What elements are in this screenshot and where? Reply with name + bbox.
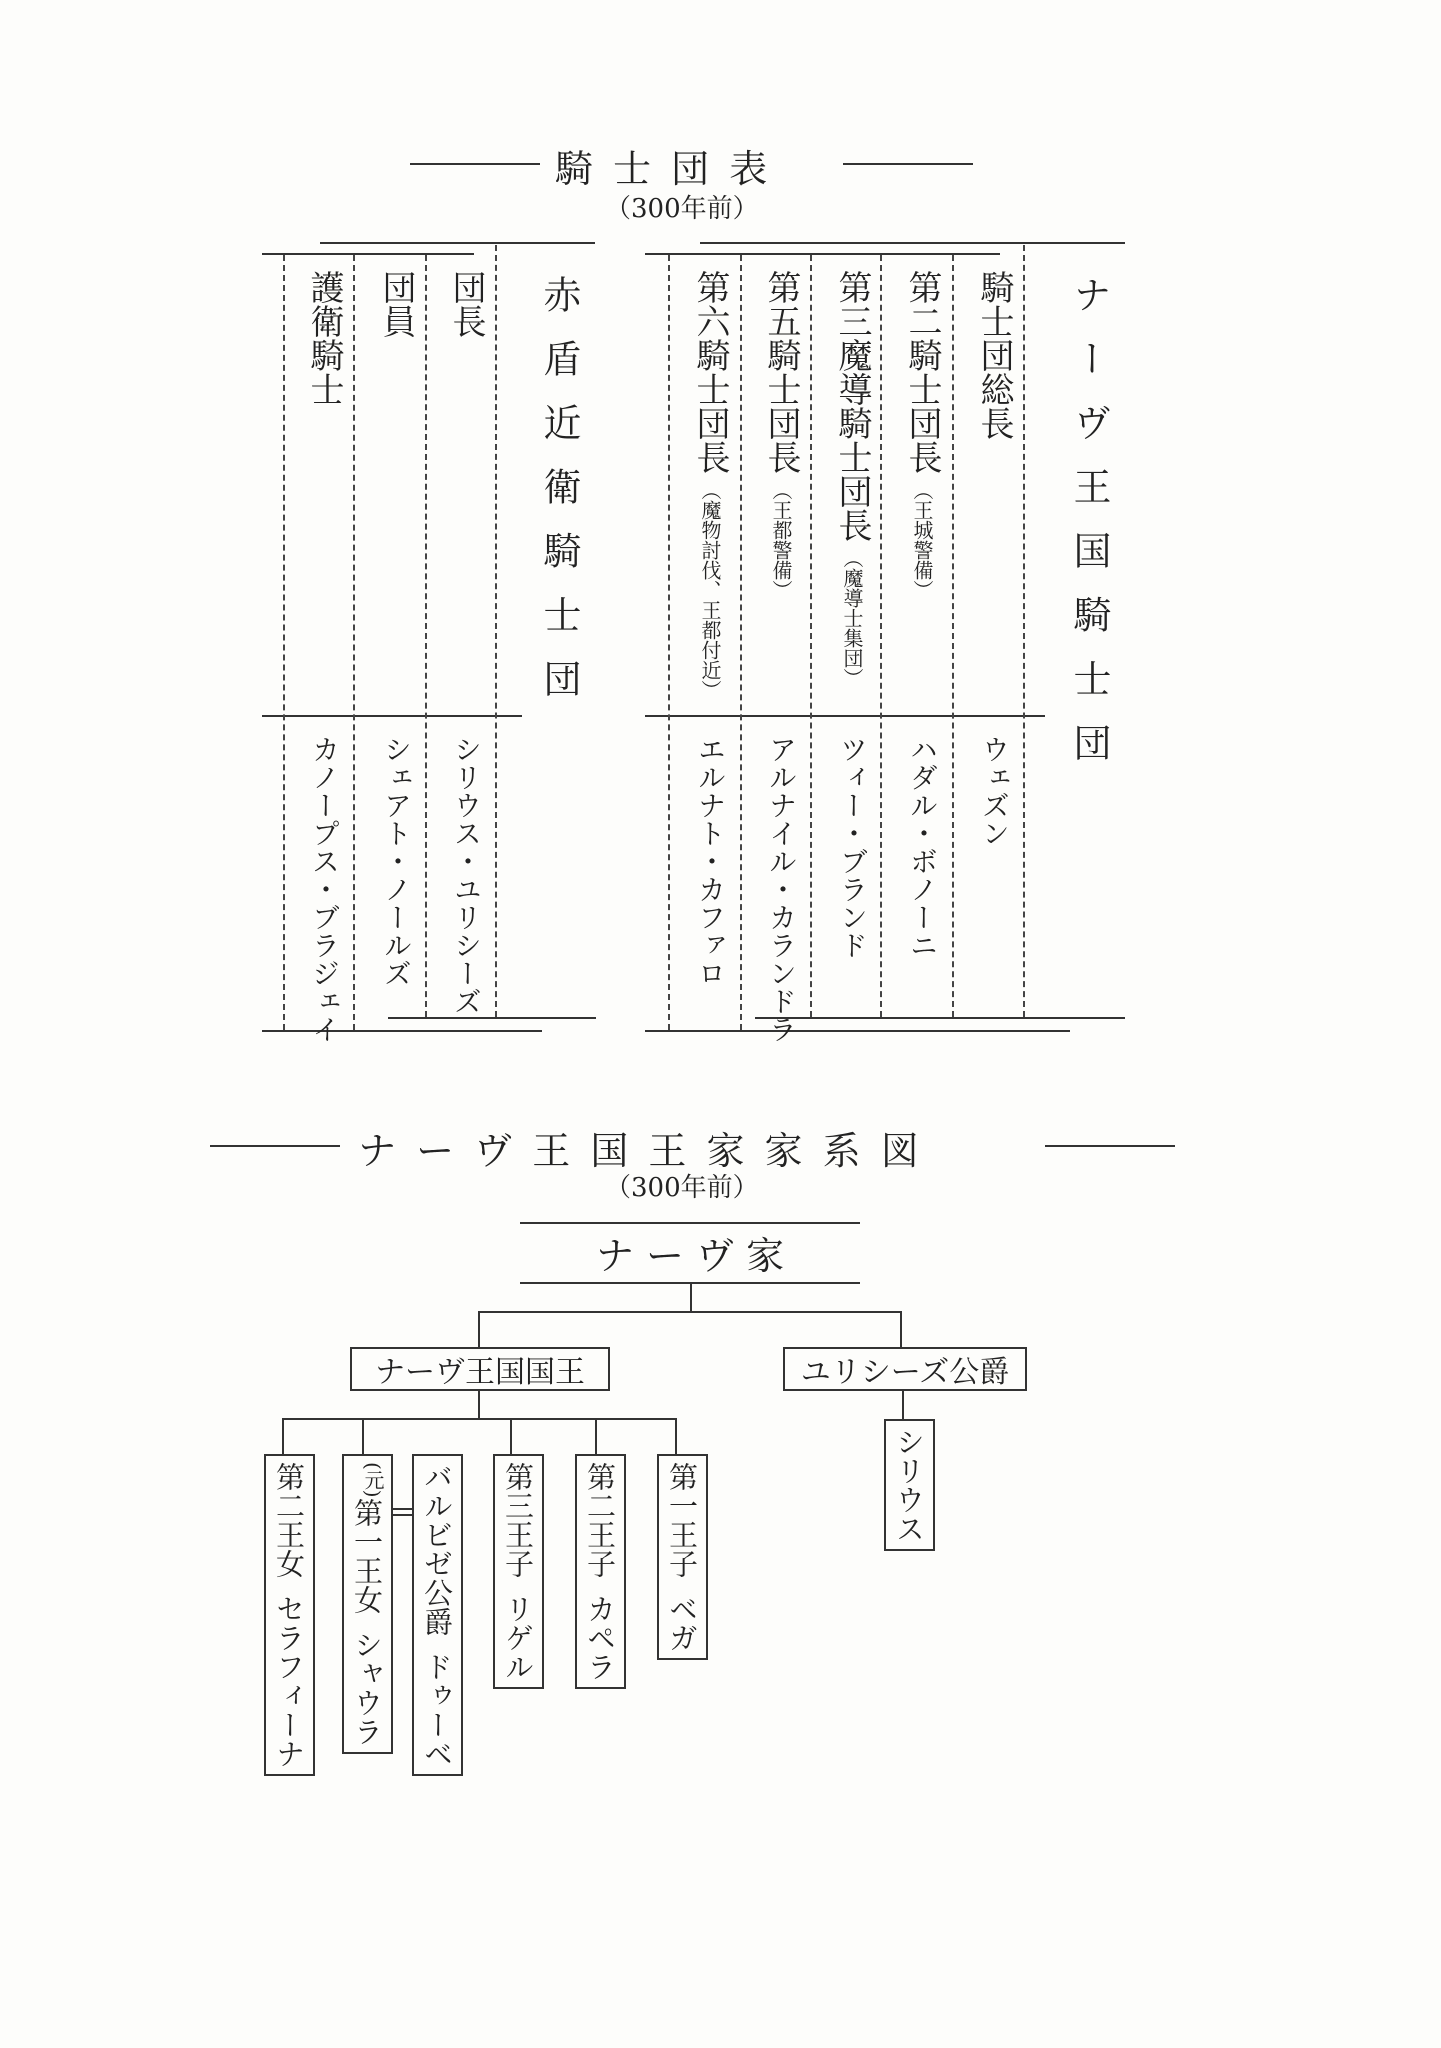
rank-member: 団員	[376, 270, 416, 338]
rank-grand-master: 騎士団総長	[974, 270, 1014, 440]
duke-box: ユリシーズ公爵	[783, 1347, 1027, 1391]
duke-child-sirius: シリウス	[884, 1419, 935, 1551]
member-wezen: ウェズン	[978, 735, 1011, 847]
member-hadar: ハダル・ボノーニ	[906, 735, 939, 959]
member-alnair: アルナイル・カランドラ	[765, 735, 798, 1043]
title-rule-right	[843, 163, 973, 165]
knights-subtitle: （300年前）	[605, 194, 759, 224]
house-name: ナ ー ヴ 家	[595, 1233, 785, 1278]
child-first-princess: (元) 第一王女 シャウラ	[342, 1454, 393, 1754]
member-elnath: エルナト・カファロ	[694, 735, 727, 987]
red-shield-name: 赤盾近衛騎士団	[537, 275, 581, 723]
knights-title: 騎 士 団 表	[555, 147, 772, 191]
rank-fifth-captain: 第五騎士団長（王都警備）	[761, 270, 801, 600]
title-rule-left	[410, 163, 540, 165]
family-title: ナ ー ヴ 王 国 王 家 家 系 図	[358, 1129, 923, 1173]
member-canopus: カノープス・ブラジェイ	[308, 735, 341, 1043]
family-title-rule-right	[1045, 1145, 1175, 1147]
member-tsee: ツィー・ブランド	[836, 735, 869, 959]
spouse-duke-barbize: バルビゼ公爵 ドゥーベ	[412, 1454, 463, 1776]
rank-captain: 団長	[446, 270, 486, 338]
member-sirius: シリウス・ユリシーズ	[450, 735, 483, 1015]
family-subtitle: （300年前）	[605, 1173, 759, 1203]
rank-guard: 護衛騎士	[304, 270, 344, 406]
child-second-prince: 第二王子 カペラ	[575, 1454, 626, 1689]
child-first-prince: 第一王子 ベガ	[657, 1454, 708, 1660]
child-third-prince: 第三王子 リゲル	[493, 1454, 544, 1689]
rank-second-captain: 第二騎士団長（王城警備）	[902, 270, 942, 600]
child-second-princess: 第二王女 セラフィーナ	[264, 1454, 315, 1776]
rank-sixth-captain: 第六騎士団長（魔物討伐、王都付近）	[690, 270, 730, 700]
member-scheat: シェアト・ノールズ	[380, 735, 413, 987]
nav-knights-name: ナーヴ王国騎士団	[1067, 275, 1111, 787]
king-box: ナーヴ王国国王	[350, 1347, 610, 1391]
family-title-rule-left	[210, 1145, 340, 1147]
rank-third-magic-captain: 第三魔導騎士団長（魔導士集団）	[832, 270, 872, 688]
